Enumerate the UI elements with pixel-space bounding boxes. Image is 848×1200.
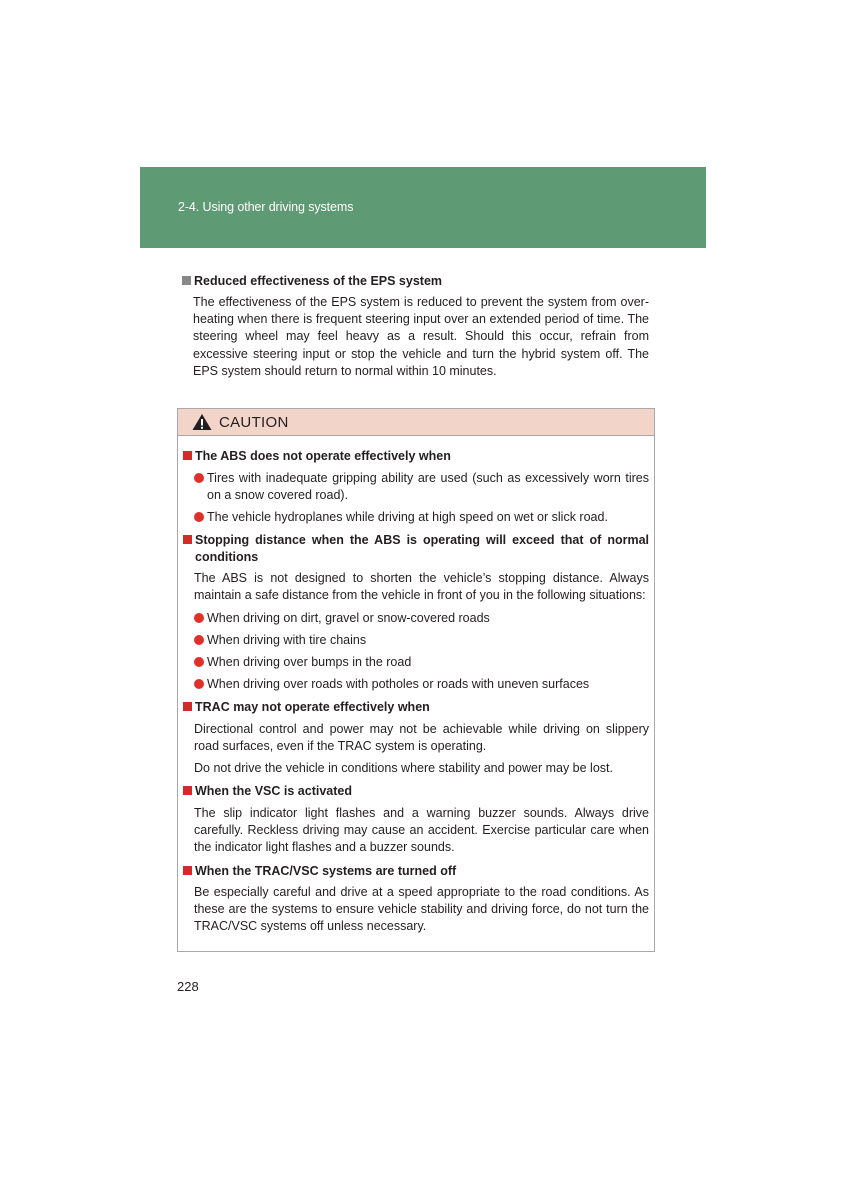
caution-box [177,408,655,952]
square-bullet-icon [183,866,192,875]
caution-heading-text: Stopping distance when the ABS is operating will exceed that of normal conditions [195,533,649,564]
bullet-item [194,632,649,649]
caution-paragraph: The slip indicator light flashes and a warning buzzer sounds. Always drive carefully. Reckless driving may cause an accident. Exercise particular care when the indicator light flashes and a buzzer sounds. [194,805,649,855]
caution-heading-text: When the TRAC/VSC systems are turned off [195,863,457,878]
bullet-text: When driving over roads with potholes or roads with uneven surfaces [207,677,590,692]
round-bullet-icon [194,613,204,623]
eps-heading [181,273,649,289]
bullet-item [194,654,649,671]
bullet-text: Tires with inadequate gripping ability are used (such as excessively worn tires on a snow covered road). [207,470,649,502]
page-number: 228 [177,979,199,994]
caution-label: CAUTION [219,413,289,431]
caution-paragraph: Directional control and power may not be achievable while driving on slippery road surfaces, even if the TRAC system is operating. [194,721,649,754]
square-bullet-icon [183,702,192,711]
warning-triangle-icon [192,413,212,431]
eps-section [181,273,649,380]
bullet-item [194,470,649,504]
round-bullet-icon [194,657,204,667]
caution-paragraph: Do not drive the vehicle in conditions where stability and power may be lost. [194,761,613,776]
square-bullet-icon [183,535,192,544]
caution-header [178,409,654,436]
caution-body [178,436,654,936]
bullet-text: When driving with tire chains [207,632,367,647]
caution-heading [182,783,649,800]
caution-paragraph: Be especially careful and drive at a speed appropriate to the road conditions. As these are the systems to ensure vehicle stability and driving force, do not turn the TRAC/VSC systems off unless necessary. [194,885,649,934]
caution-heading-text: TRAC may not operate effectively when [195,700,430,715]
round-bullet-icon [194,679,204,689]
round-bullet-icon [194,473,204,483]
section-title: 2-4. Using other driving systems [178,200,354,214]
caution-heading [182,699,649,716]
section-header-band [140,167,706,248]
square-bullet-icon [182,276,191,285]
caution-heading-text: When the VSC is activated [195,784,352,799]
bullet-text: When driving over bumps in the road [207,654,412,669]
bullet-text: The vehicle hydroplanes while driving at high speed on wet or slick road. [207,509,608,524]
caution-heading [182,863,649,880]
caution-heading [182,532,649,565]
square-bullet-icon [183,786,192,795]
bullet-item [194,676,649,693]
round-bullet-icon [194,635,204,645]
round-bullet-icon [194,512,204,522]
caution-heading [182,448,649,465]
bullet-text: When driving on dirt, gravel or snow-covered roads [207,610,490,625]
bullet-item [194,509,649,526]
eps-body: The effectiveness of the EPS system is reduced to prevent the system from over-heating when there is frequent steering input over an extended period of time. The steering wheel may feel heavy as a result. Should this occur, refrain from excessive steering input or stop the vehicle and turn the hybrid system off. The EPS system should return to normal within 10 minutes. [193,295,649,378]
eps-heading-text: Reduced effectiveness of the EPS system [194,274,443,288]
caution-paragraph: The ABS is not designed to shorten the vehicle’s stopping distance. Always maintain a safe distance from the vehicle in front of you in the following situations: [194,571,649,603]
bullet-item [194,610,649,627]
square-bullet-icon [183,451,192,460]
caution-heading-text: The ABS does not operate effectively when [195,449,451,463]
